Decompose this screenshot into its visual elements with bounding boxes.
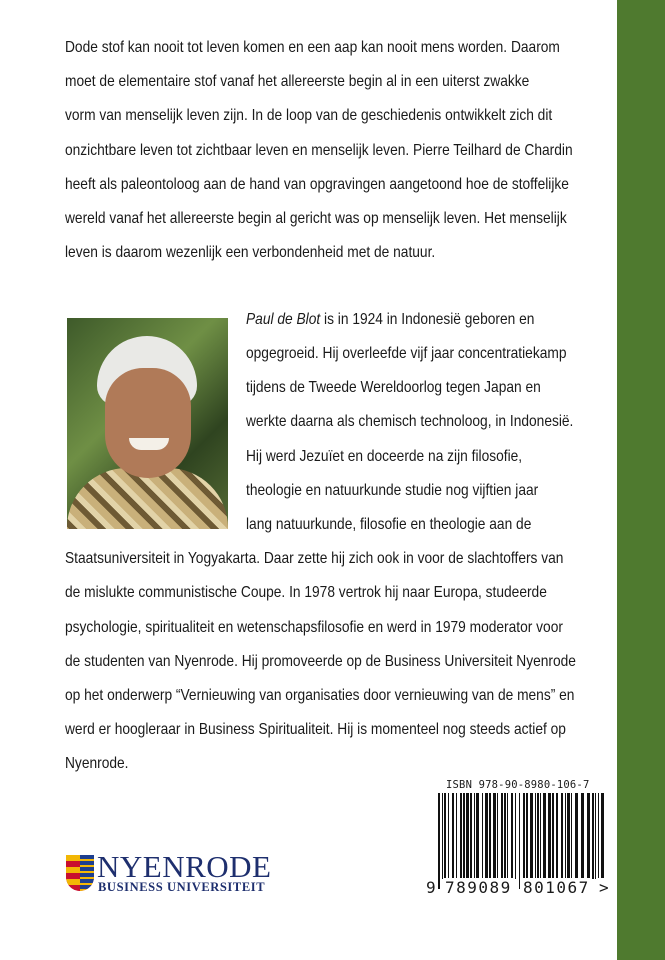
barcode-bar xyxy=(537,793,539,879)
text-line: werd er hoogleraar in Business Spiritualiteit. Hij is momenteel nog steeds actief op xyxy=(65,721,566,739)
barcode-bar xyxy=(442,793,443,879)
text-line: moet de elementaire stof vanaf het allereerste begin al in een uiterst zwakke xyxy=(65,73,530,91)
barcode-bar xyxy=(552,793,554,879)
barcode-bar xyxy=(601,793,604,889)
author-photo xyxy=(67,318,228,529)
barcode-bar xyxy=(595,793,596,879)
barcode-bar xyxy=(530,793,533,879)
text-line: wereld vanaf het allereerste begin al gericht was op menselijk leven. Het menselijk xyxy=(65,210,567,227)
barcode-bar xyxy=(485,793,488,879)
barcode-digits-left: 789089 xyxy=(445,878,512,897)
barcode-bar xyxy=(526,793,528,879)
barcode-quiet-mark: > xyxy=(599,878,609,897)
logo-name: NYENRODE xyxy=(97,849,272,884)
logo-subtitle: BUSINESS UNIVERSITEIT xyxy=(98,880,266,894)
barcode-bar xyxy=(592,793,594,879)
barcode-bar xyxy=(565,793,566,879)
barcode-bar xyxy=(535,793,536,879)
barcode-bar xyxy=(493,793,496,879)
bio-first-line: Paul de Blot is in 1924 in Indonesië geboren en xyxy=(246,311,535,328)
text-line: tijdens de Tweede Wereldoorlog tegen Japan en xyxy=(246,379,541,397)
author-name: Paul de Blot xyxy=(246,311,321,328)
text-line: de studenten van Nyenrode. Hij promoveerde op de Business Universiteit Nyenrode xyxy=(65,652,576,670)
text-line: Dode stof kan nooit tot leven komen en een aap kan nooit mens worden. Daarom xyxy=(65,39,560,56)
barcode-bar xyxy=(598,793,599,889)
text-line: Nyenrode. xyxy=(65,755,129,773)
isbn-label: ISBN 978-90-8980-106-7 xyxy=(446,779,590,791)
text-line: werkte daarna als chemisch technoloog, in Indonesië. xyxy=(246,413,574,431)
barcode-bar xyxy=(489,793,491,879)
barcode-bar xyxy=(470,793,472,879)
shield-icon xyxy=(66,855,94,891)
barcode-bar xyxy=(561,793,563,879)
text-line: de mislukte communistische Coupe. In 1978 vertrok hij naar Europa, studeerde xyxy=(65,584,547,602)
barcode-bar xyxy=(581,793,584,879)
barcode-bar xyxy=(448,793,449,879)
barcode-bar xyxy=(540,793,541,879)
barcode-bar xyxy=(567,793,570,879)
text-line: Staatsuniversiteit in Yogyakarta. Daar zette hij zich ook in voor de slachtoffers van xyxy=(65,550,564,568)
barcode-bar xyxy=(474,793,475,879)
barcode-bar xyxy=(456,793,457,879)
text-line: leven is daarom wezenlijk een verbondenheid met de natuur. xyxy=(65,244,436,262)
barcode-bar xyxy=(523,793,525,879)
barcode-bar xyxy=(543,793,546,879)
barcode-bar xyxy=(476,793,479,879)
text-line: onzichtbare leven tot zichtbaar leven en menselijk leven. Pierre Teilhard de Chardin xyxy=(65,141,573,159)
barcode xyxy=(436,793,606,891)
barcode-bar xyxy=(501,793,503,879)
book-spine xyxy=(617,0,665,960)
barcode-bar xyxy=(511,793,513,879)
text-line: opgegroeid. Hij overleefde vijf jaar concentratiekamp xyxy=(246,345,567,362)
barcode-bar xyxy=(460,793,462,879)
text-line: theologie en natuurkunde studie nog vijftien jaar xyxy=(246,481,539,499)
barcode-bar xyxy=(556,793,558,879)
text-line: op het onderwerp “Vernieuwing van organisaties door vernieuwing van de mens” en xyxy=(65,687,575,704)
barcode-bar xyxy=(452,793,454,879)
text-line: vorm van menselijk leven zijn. In de loop van de geschiedenis ontwikkelt zich dit xyxy=(65,107,553,125)
barcode-digits-right: 801067 xyxy=(523,878,590,897)
barcode-bar xyxy=(548,793,551,879)
barcode-bar xyxy=(466,793,469,879)
barcode-bar xyxy=(587,793,590,879)
barcode-bar xyxy=(571,793,572,879)
barcode-digit-first: 9 xyxy=(426,878,436,897)
barcode-bar xyxy=(515,793,516,879)
barcode-bar xyxy=(463,793,465,879)
text-line: Hij werd Jezuïet en doceerde na zijn filosofie, xyxy=(246,447,523,465)
barcode-bar xyxy=(507,793,508,879)
text-line: lang natuurkunde, filosofie en theologie aan de xyxy=(246,516,532,533)
barcode-bar xyxy=(482,793,483,879)
barcode-bar xyxy=(438,793,440,889)
barcode-bar xyxy=(575,793,578,879)
barcode-bar xyxy=(444,793,446,879)
barcode-bar xyxy=(504,793,506,879)
text-line: psychologie, spiritualiteit en wetenschapsfilosofie en werd in 1979 moderator voor xyxy=(65,618,563,636)
barcode-bar xyxy=(497,793,498,879)
text-line: heeft als paleontoloog aan de hand van opgravingen aangetoond hoe de stoffelijke xyxy=(65,175,569,193)
barcode-bar xyxy=(519,793,520,889)
